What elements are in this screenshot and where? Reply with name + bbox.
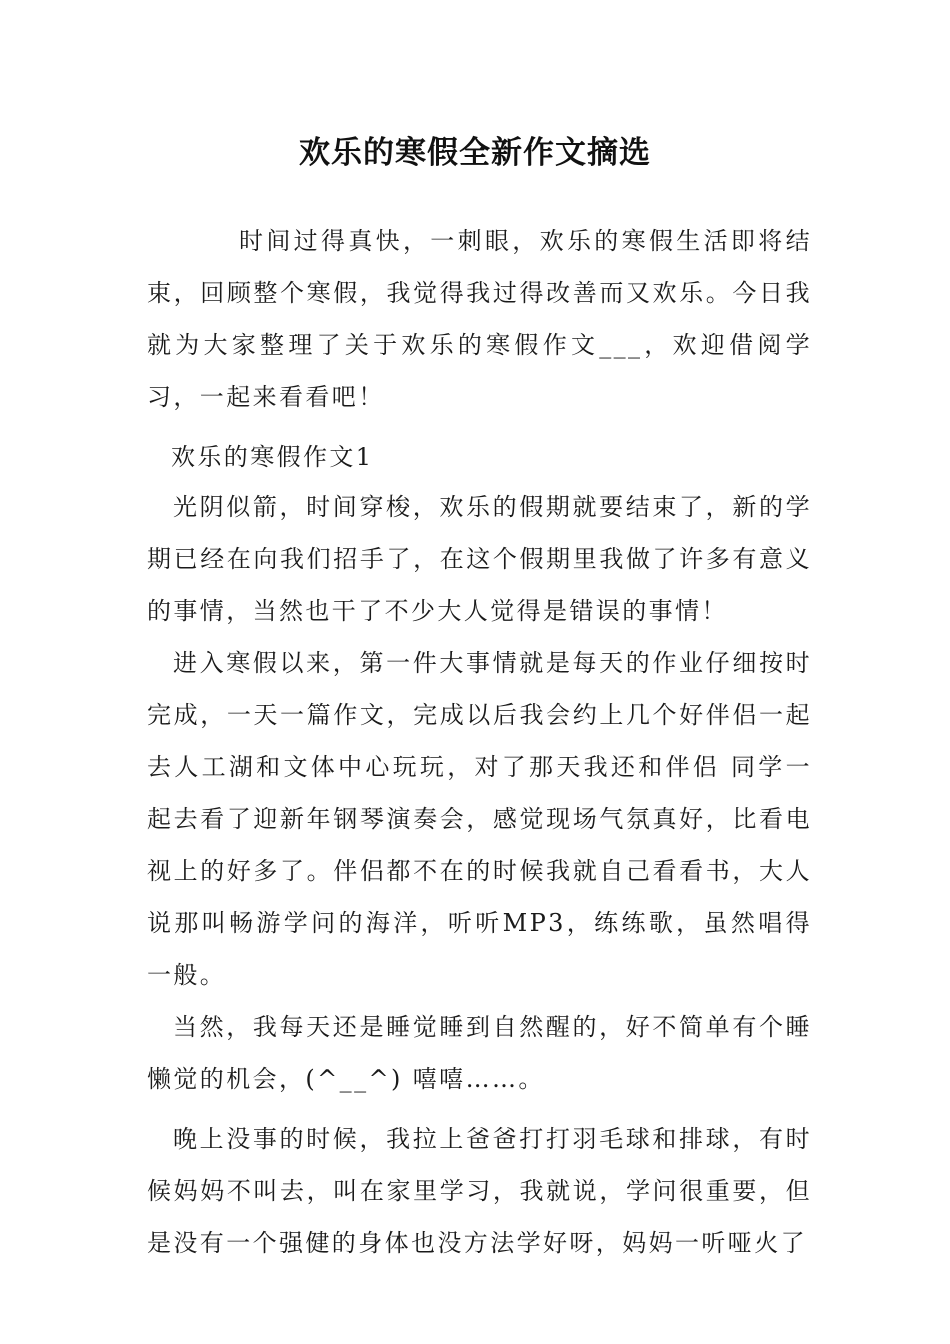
document-body [147,215,812,423]
body-paragraph-3: 当然，我每天还是睡觉睡到自然醒的，好不简单有个睡懒觉的机会，(^__^) 嘻嘻……。 [147,1013,812,1093]
body-paragraph-4: 晚上没事的时候，我拉上爸爸打打羽毛球和排球，有时候妈妈不叫去，叫在家里学习，我就说，学问很重要，但是没有一个强健的身体也没方法学好呀，妈妈一听哑火了 [147,1125,812,1257]
intro-paragraph: 时间过得真快，一刺眼，欢乐的寒假生活即将结束，回顾整个寒假，我觉得我过得改善而又欢乐。今日我就为大家整理了关于欢乐的寒假作文___，欢迎借阅学习，一起来看看吧！ [147,227,812,411]
body-paragraph-1: 光阴似箭，时间穿梭，欢乐的假期就要结束了，新的学期已经在向我们招手了，在这个假期里我做了许多有意义的事情，当然也干了不少大人觉得是错误的事情！ [147,493,812,625]
document-body-section [147,431,812,483]
body-paragraph-2: 进入寒假以来，第一件大事情就是每天的作业仔细按时完成，一天一篇作文，完成以后我会约上几个好伴侣一起去人工湖和文体中心玩玩，对了那天我还和伴侣 同学一起去看了迎新年钢琴演奏会，感觉现场气氛真好，比看电视上的好多了。伴侣都不在的时候我就自己看看书，大人说那叫畅游学问的海洋，听听MP3，练练歌，虽然唱得一般。 [147,649,812,989]
document-body-paragraphs [147,481,812,1269]
section-heading: 欢乐的寒假作文1 [171,443,374,471]
document-title: 欢乐的寒假全新作文摘选 [299,135,651,171]
